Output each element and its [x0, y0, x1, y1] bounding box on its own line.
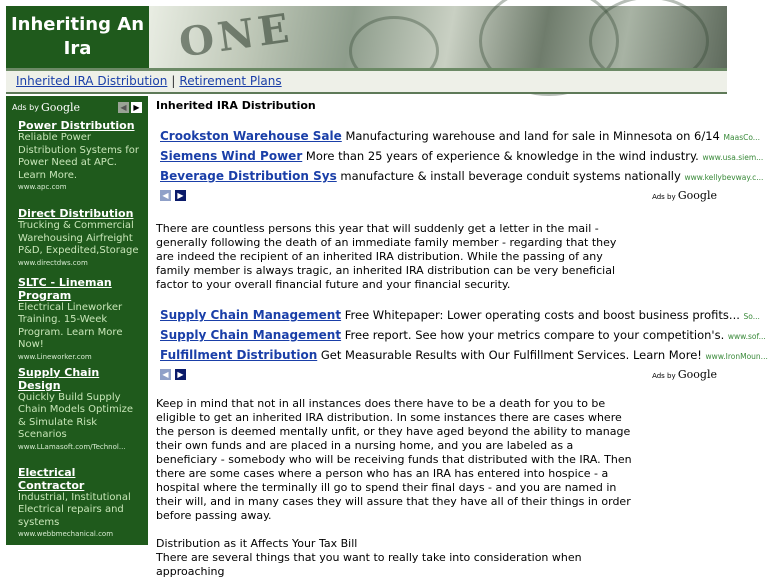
sidebar-ad-title[interactable]: Power Distribution: [18, 119, 135, 132]
page-title: Inherited IRA Distribution: [156, 99, 316, 112]
content-ad-url[interactable]: www.IronMoun...: [705, 352, 768, 361]
google-logo[interactable]: Google: [677, 188, 717, 202]
content-ad-block: [156, 127, 764, 203]
header-banner-image: ONE: [149, 6, 727, 68]
ads-by-label: Ads by: [12, 102, 39, 112]
content-ad-title[interactable]: Supply Chain Management: [160, 308, 342, 322]
content-ad-title[interactable]: Crookston Warehouse Sale: [160, 129, 342, 143]
content-ad-footer: [160, 187, 727, 203]
content-ad-url[interactable]: www.usa.siem...: [702, 153, 764, 162]
content-ad-footer: [160, 366, 727, 382]
prev-arrow-icon[interactable]: ◀: [160, 190, 171, 201]
article-subheading: Distribution as it Affects Your Tax Bill: [156, 537, 358, 550]
next-arrow-icon[interactable]: ▶: [175, 369, 186, 380]
sidebar-ad: [12, 366, 142, 452]
prev-arrow-icon[interactable]: ◀: [160, 369, 171, 380]
sidebar-ad-desc: Trucking & Commercial Warehousing Airfreight P&D, Expedited,Storage: [18, 220, 139, 256]
article-paragraph: There are several things that you want to really take into consideration when approaching: [156, 551, 582, 578]
sidebar-ad: [12, 466, 142, 540]
sidebar-ad-title[interactable]: SLTC - Lineman Program: [18, 275, 112, 302]
sidebar-ad-desc: Quickly Build Supply Chain Models Optimize & Simulate Risk Scenarios: [18, 391, 133, 440]
sidebar-ad-desc: Industrial, Institutional Electrical repairs and systems: [18, 491, 131, 528]
sidebar-ads-header: [12, 99, 142, 115]
ads-by-google[interactable]: Ads by Google: [652, 367, 717, 381]
nav-link-inherited-ira[interactable]: Inherited IRA Distribution: [16, 74, 168, 88]
content-ad-desc: Manufacturing warehouse and land for sale in Minnesota on 6/14: [345, 129, 720, 143]
sidebar-ad-title[interactable]: Direct Distribution: [18, 207, 134, 220]
ads-by-google[interactable]: Ads by Google: [652, 188, 717, 202]
sidebar-ad: [12, 207, 142, 268]
sidebar-ad-title[interactable]: Electrical Contractor: [18, 465, 85, 492]
top-nav: [6, 71, 727, 94]
prev-arrow-icon[interactable]: ◀: [118, 102, 129, 113]
google-logo[interactable]: Google: [677, 367, 717, 381]
content-ad: [160, 326, 766, 346]
sidebar-ad-url[interactable]: www.webbmechanical.com: [18, 530, 114, 538]
content-ad-desc: More than 25 years of experience & knowledge in the wind industry.: [305, 149, 699, 163]
content-ad-url[interactable]: So...: [743, 312, 760, 321]
article-paragraph: Keep in mind that not in all instances does there have to be a death for you to be eligible to get an inherited IRA distribution. In some instances there are cases where the person is deemed mentally unfit, or they have aged beyond the ability to manage their own funds and are placed in a nursing home, and you are labeled as a beneficiary - somebody who will be receiving funds that distributed with the IRA. Then there are some cases where a person who has an IRA has entered into hospice - a hospital where the terminally ill go to spend their final days - and you are named in their will, and in many cases they will assure that they have all of their things in order before passing away.: [156, 397, 632, 522]
sidebar-ad-desc: Reliable Power Distribution Systems for Power Need at APC. Learn More.: [18, 132, 139, 181]
content-ad-desc: Get Measurable Results with Our Fulfillment Services. Learn More!: [320, 348, 702, 362]
nav-link-retirement-plans[interactable]: Retirement Plans: [179, 74, 282, 88]
content-ad: [160, 346, 768, 366]
sidebar-ad-url[interactable]: www.Lineworker.com: [18, 352, 92, 361]
content-ad-url[interactable]: www.kellybevway.c...: [684, 173, 764, 182]
sidebar-ad-desc: Electrical Lineworker Training. 15-Week Program. Learn More Now!: [18, 301, 123, 350]
sidebar-ad: [12, 119, 142, 192]
article-paragraph: There are countless persons this year that will suddenly get a letter in the mail - generally following the death of an immediate family member - regarding that they are indeed the recipient of an inherited IRA distribution. While the passing of any family member is always tragic, an inherited IRA distribution can be very beneficial factor to your overall financial future and your financial security.: [156, 222, 617, 291]
sidebar-ad: [12, 276, 142, 362]
sidebar-ad-url[interactable]: www.LLamasoft.com/Technol...: [18, 442, 126, 451]
content-ad-url[interactable]: www.sof...: [727, 332, 766, 341]
content-ad: [160, 127, 760, 147]
content-ad-block: [156, 306, 768, 382]
content-ad-title[interactable]: Fulfillment Distribution: [160, 348, 318, 362]
content-ad: [160, 306, 760, 326]
next-arrow-icon[interactable]: ▶: [175, 190, 186, 201]
content-ad-url[interactable]: MaasCo...: [723, 133, 760, 142]
sidebar-ad-title[interactable]: Supply Chain Design: [18, 365, 100, 392]
content-ad-desc: manufacture & install beverage conduit systems nationally: [340, 169, 681, 183]
content-ad: [160, 147, 764, 167]
main-content: [150, 96, 768, 578]
content-ad-title[interactable]: Siemens Wind Power: [160, 149, 303, 163]
sidebar-ads: [6, 96, 148, 545]
sidebar-ad-url[interactable]: www.apc.com: [18, 183, 67, 191]
content-ad-title[interactable]: Beverage Distribution Sys: [160, 169, 337, 183]
content-ad: [160, 167, 764, 187]
next-arrow-icon[interactable]: ▶: [131, 102, 142, 113]
header: [0, 0, 727, 68]
google-logo[interactable]: Google: [40, 100, 81, 114]
content-ad-title[interactable]: Supply Chain Management: [160, 328, 342, 342]
site-title[interactable]: Inheriting An Ira: [6, 6, 149, 68]
nav-separator: |: [171, 74, 176, 88]
content-ad-desc: Free Whitepaper: Lower operating costs and boost business profits...: [344, 308, 740, 322]
content-ad-desc: Free report. See how your metrics compare to your competition's.: [344, 328, 725, 342]
sidebar-ad-url[interactable]: www.directdws.com: [18, 258, 88, 267]
